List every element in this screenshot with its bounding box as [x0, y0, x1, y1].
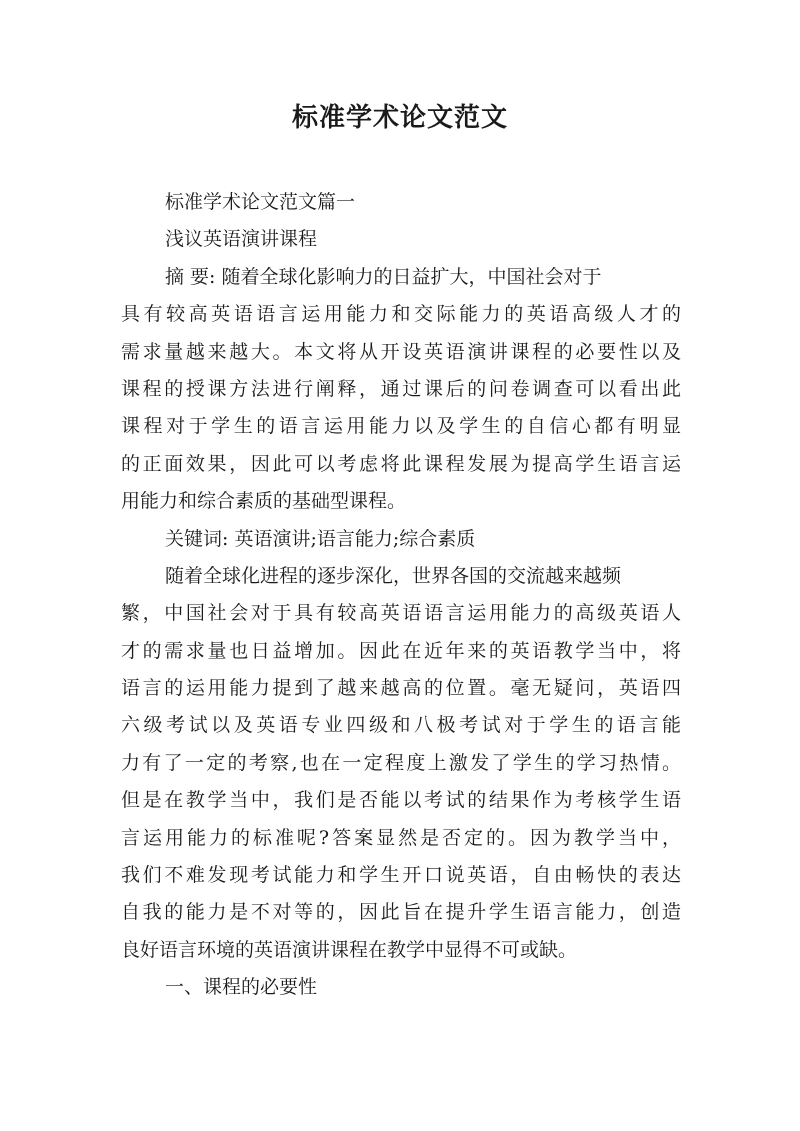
paragraph-line: 才的需求量也日益增加。因此在近年来的英语教学当中，将	[121, 639, 681, 662]
section-heading: 标准学术论文范文篇一	[165, 191, 356, 213]
paragraph-line: 言运用能力的标准呢?答案显然是否定的。因为教学当中，	[121, 826, 681, 849]
document-body	[121, 184, 681, 1007]
paragraph-line: 力有了一定的考察,也在一定程度上激发了学生的学习热情。	[121, 751, 681, 774]
abstract-line: 的正面效果，因此可以考虑将此课程发展为提高学生语言运	[121, 452, 681, 475]
abstract-line: 用能力和综合素质的基础型课程。	[121, 490, 407, 513]
abstract-line: 课程对于学生的语言运用能力以及学生的自信心都有明显	[121, 415, 681, 438]
paragraph-line: 语言的运用能力提到了越来越高的位置。毫无疑问，英语四	[121, 677, 681, 700]
paragraph-line: 自我的能力是不对等的，因此旨在提升学生语言能力，创造	[121, 901, 681, 924]
paragraph-line: 良好语言环境的英语演讲课程在教学中显得不可或缺。	[121, 938, 578, 961]
abstract-line: 需求量越来越大。本文将从开设英语演讲课程的必要性以及	[121, 340, 681, 363]
paragraph-line: 我们不难发现考试能力和学生开口说英语，自由畅快的表达	[121, 864, 681, 887]
abstract-line: 具有较高英语语言运用能力和交际能力的英语高级人才的	[121, 303, 681, 326]
keywords-line: 关键词: 英语演讲;语言能力;综合素质	[165, 527, 476, 550]
abstract-line: 课程的授课方法进行阐释，通过课后的问卷调查可以看出此	[121, 377, 681, 400]
abstract-line: 摘 要: 随着全球化影响力的日益扩大，中国社会对于	[165, 265, 602, 288]
document-title: 标准学术论文范文	[291, 103, 508, 133]
paragraph-line: 随着全球化进程的逐步深化，世界各国的交流越来越频	[165, 564, 622, 587]
paper-title: 浅议英语演讲课程	[165, 228, 318, 251]
paragraph-line: 六级考试以及英语专业四级和八极考试对于学生的语言能	[121, 714, 681, 737]
paragraph-line: 繁，中国社会对于具有较高英语语言运用能力的高级英语人	[121, 602, 681, 625]
subheading: 一、课程的必要性	[165, 976, 318, 999]
paragraph-line: 但是在教学当中，我们是否能以考试的结果作为考核学生语	[121, 789, 681, 812]
